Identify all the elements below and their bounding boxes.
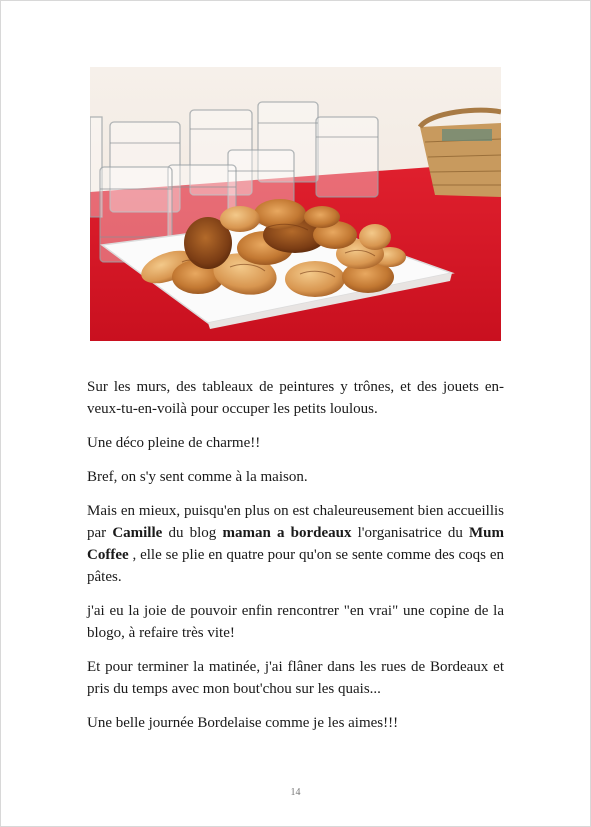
croissants-photo	[90, 67, 501, 341]
welcome-text-3: l'organisatrice du	[351, 525, 470, 541]
paragraph-closing: Une belle journée Bordelaise comme je les aimes!!!	[87, 715, 399, 731]
article-body	[87, 376, 504, 746]
paragraph-welcome	[87, 500, 504, 588]
welcome-blog-name: maman a bordeaux	[222, 525, 352, 541]
paragraph-walls: Sur les murs, des tableaux de peintures y trônes, et des jouets en-veux-tu-en-voilà pour occuper les petits loulous.	[87, 379, 504, 417]
welcome-text-4: , elle se plie en quatre pour qu'on se sente comme des coqs en pâtes.	[87, 547, 504, 585]
welcome-text-1: Mais en mieux, puisqu'en plus on est chaleureusement bien accueillis par	[87, 503, 504, 541]
welcome-name-camille: Camille	[112, 525, 163, 541]
page-number: 14	[290, 787, 301, 798]
welcome-text-2: du blog	[162, 525, 223, 541]
paragraph-deco: Une déco pleine de charme!!	[87, 435, 261, 451]
paragraph-meeting: j'ai eu la joie de pouvoir enfin rencontrer "en vrai" une copine de la blogo, à refaire très vite!	[87, 603, 504, 641]
paragraph-matinee: Et pour terminer la matinée, j'ai flâner dans les rues de Bordeaux et pris du temps avec mon bout'chou sur les quais...	[87, 659, 504, 697]
paragraph-bref: Bref, on s'y sent comme à la maison.	[87, 469, 308, 485]
welcome-event-name: Mum Coffee	[87, 525, 505, 563]
